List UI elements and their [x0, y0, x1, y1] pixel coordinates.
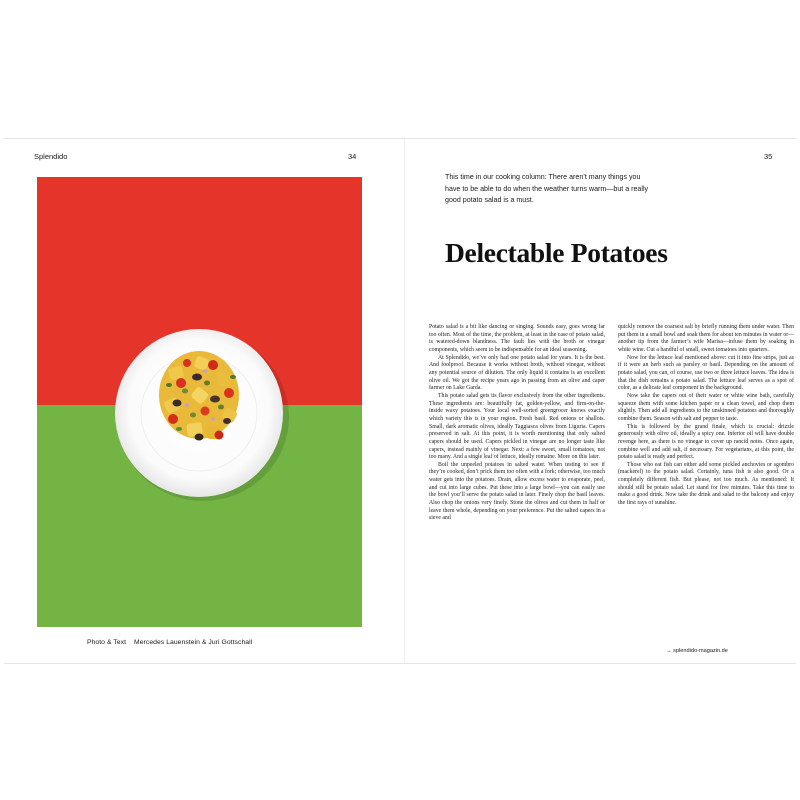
magazine-spread	[4, 138, 796, 664]
article-paragraph: Boil the unpeeled potatoes in salted water. When testing to see if they’re cooked, don’t prick them too often with a fork; otherwise, too much water gets into the potatoes. Drain, allow excess water to evaporate, peel, and cut into large cubes. Put these into a large bowl—you can easily use the bowl you’ll serve the potato salad in later. Finely chop the basil leaves. Also chop the onions very finely. Stone the olives and cut them in half or leave them whole, depending on your preference. Put the salted capers in a sieve and	[429, 461, 605, 522]
intro-text: This time in our cooking column: There aren’t many things you have to be able to do when the weather turns warm—but a really good potato salad is a must.	[445, 173, 649, 204]
page-number-right: 35	[764, 152, 773, 161]
article-paragraph: quickly remove the coarsest salt by briefly running them under water. Then put them in a small bowl and soak them for about ten minutes in water or—another tip from the farmer’s wife Marisa—infuse them by soaking in white wine. Cut a handful of small, sweet tomatoes into quarters.	[618, 324, 794, 353]
article-column-2	[618, 324, 794, 508]
page-number-left: 34	[348, 152, 357, 161]
photo-credit	[87, 639, 252, 646]
article-paragraph: Those who eat fish can either add some pickled anchovies or sgombro (mackerel) to the potato salad. Certainly, tuna fish is also good. Or a completely different fish. But please, not too much. As mentioned: It should still be potato salad. Let stand for five minutes. Take this time to make a good drink. Now take the drink and salad to the balcony and enjoy the first rays of sunshine.	[618, 461, 794, 507]
credit-label: Photo & Text	[87, 639, 127, 646]
article-headline: Delectable Potatoes	[445, 237, 668, 268]
article-paragraph: At Splendido, we’ve only had one potato salad for years. It is the best. And foolproof. Because it works without broth, without vinegar, without any potential source of dilution. The only liquid it contains is an excellent olive oil. We got the recipe years ago in passing from an olive and caper farmer on Lake Garda.	[429, 354, 605, 392]
plate-illustration	[37, 177, 362, 627]
article-paragraph: Potato salad is a bit like dancing or singing. Sounds easy, goes wrong far too often. Most of the time, the problem, at least in the case of potato salad, is watered-down blandness. The fault lies with the broth or vinegar components, which seem to be indispensable for an ideal seasoning.	[429, 324, 605, 353]
article-paragraph: This is followed by the grand finale, which is crucial: drizzle generously with olive oil, ideally a spicy one. Inferior oil will have double revenge here, as there is no vinegar to cover up rancid notes. Once again, combine well and add salt, if necessary. For vegetarians, at this point, the potato salad is ready and perfect.	[618, 423, 794, 461]
credit-authors: Mercedes Lauenstein & Juri Gottschall	[134, 639, 253, 646]
article-paragraph: This potato salad gets its flavor exclusively from the other ingredients. These ingredients are: beautifully fat, golden-yellow, and firm-on-the-inside waxy potatoes. Your local well-sorted greengrocer knows exactly which variety this is in your region. Fresh basil. Red onions or shallots. Small, dark aromatic olives, ideally Taggiasca olives from Liguria. Capers preserved in salt. At this point, it is worth mentioning that only salted capers should be used. Capers pickled in vinegar are no longer taste like capers, instead mainly of vinegar. Next: a few sweet, small tomatoes, not too many. And a single leaf of lettuce, ideally romaine. More on this later.	[429, 392, 605, 461]
page-gutter	[404, 139, 405, 663]
website-link[interactable]: → splendido-magazin.de	[666, 648, 728, 654]
article-paragraph: Now take the capers out of their water or white wine bath, carefully squeeze them with some kitchen paper or a clean towel, and chop them slightly. Then add all ingredients to the unskinned potatoes and thoroughly combine them. Season with salt and pepper to taste.	[618, 392, 794, 422]
article-paragraph: Now for the lettuce leaf mentioned above: cut it into fine strips, just as if it were an herb such as parsley or basil. Depending on the amount of potato salad, you can, of course, use two or three lettuce leaves. The idea is that the dish remains a potato salad. The lettuce leaf serves as a spot of color, as a delicate leaf component in the background.	[618, 354, 794, 392]
food-photo	[37, 177, 362, 627]
magazine-name: Splendido	[34, 152, 68, 161]
article-column-1	[429, 324, 605, 523]
